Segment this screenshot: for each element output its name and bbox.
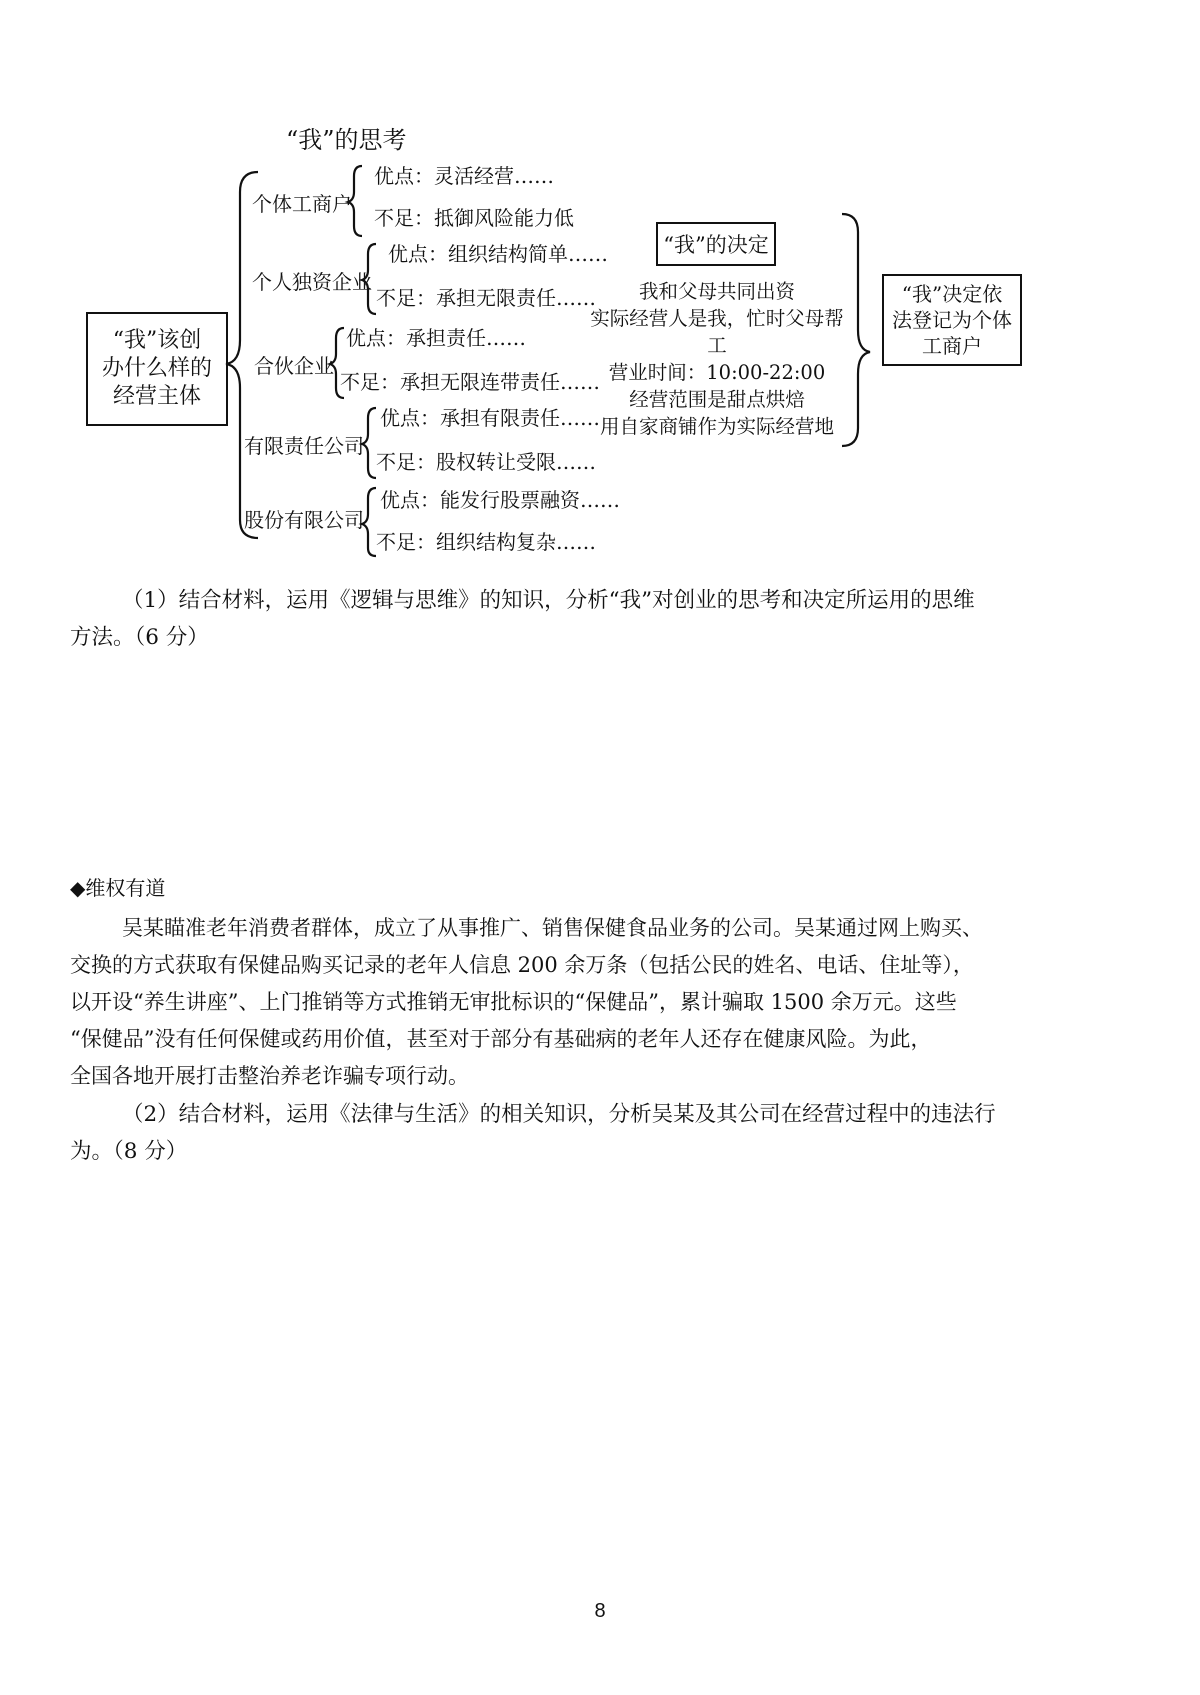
question-1-line: 方法。（6 分） [70,625,209,650]
entity-pro: 优点：承担有限责任…… [380,406,600,430]
question-2-line: 为。（8 分） [70,1139,188,1164]
material-line: 交换的方式获取有保健品购买记录的老年人信息 200 余万条（包括公民的姓名、电话、住址等）， [70,953,974,977]
entity-pro: 优点：组织结构简单…… [388,242,608,266]
entity-pro: 优点：灵活经营…… [374,164,554,188]
decision-title: “我”的决定 [663,233,769,257]
entity-name: 股份有限公司 [244,508,364,532]
entity-pro: 优点：能发行股票融资…… [380,488,620,512]
decision-line: 实际经营人是我，忙时父母帮工 [590,307,844,357]
question-1-line: （1）结合材料，运用《逻辑与思维》的知识，分析“我”对创业的思考和决定所运用的思维 [122,588,975,613]
entity-con: 不足：抵御风险能力低 [374,206,574,230]
decision-details [582,278,852,440]
conclusion-line: 法登记为个体 [892,308,1012,332]
entity-name: 个体工商户 [252,192,352,216]
page-number: 8 [594,1600,606,1622]
material-line: 吴某瞄准老年消费者群体，成立了从事推广、销售保健食品业务的公司。吴某通过网上购买、 [122,916,983,940]
material-line: 以开设“养生讲座”、上门推销等方式推销无审批标识的“保健品”，累计骗取 1500 余万元。这些 [70,990,957,1014]
conclusion-box [882,274,1022,366]
question-2 [70,1096,1130,1170]
conclusion-line: “我”决定依 [901,282,1003,306]
material-line: 全国各地开展打击整治养老诈骗专项行动。 [70,1064,469,1088]
question-1 [70,582,1130,656]
question-box-line: 办什么样的 [101,356,212,381]
thinking-title: “我”的思考 [286,126,407,154]
conclusion-line: 工商户 [922,334,982,358]
decision-line: 我和父母共同出资 [638,280,795,303]
section-heading: ◆维权有道 [70,876,166,900]
entity-name: 有限责任公司 [244,434,364,458]
decision-line: 用自家商铺作为实际经营地 [599,415,834,438]
decision-title-box [656,222,776,266]
decision-line: 经营范围是甜点烘焙 [629,388,805,411]
entity-name: 合伙企业 [254,354,334,378]
entity-con: 不足：承担无限责任…… [376,286,596,310]
mind-map-diagram [0,0,1200,560]
brace-llc [362,408,376,478]
brace-joint-stock [362,488,376,556]
entity-con: 不足：承担无限连带责任…… [340,370,600,394]
question-2-line: （2）结合材料，运用《法律与生活》的相关知识，分析吴某及其公司在经营过程中的违法行 [122,1102,996,1127]
entity-pro: 优点：承担责任…… [346,326,526,350]
question-box-line: 经营主体 [112,384,201,409]
material-line: “保健品”没有任何保健或药用价值，甚至对于部分有基础病的老年人还存在健康风险。为此， [70,1027,932,1051]
decision-line: 营业时间：10:00-22:00 [608,361,826,384]
material-paragraph [70,910,1130,1095]
question-box-line: “我”该创 [112,328,202,353]
entity-con: 不足：股权转让受限…… [376,450,596,474]
entity-name: 个人独资企业 [252,270,372,294]
entity-con: 不足：组织结构复杂…… [376,530,596,554]
